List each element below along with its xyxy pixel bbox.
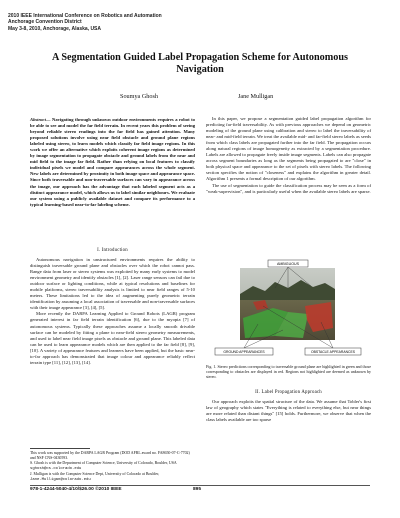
footnotes xyxy=(30,451,195,483)
section-heading: II. Label Propagation Approach xyxy=(255,390,322,395)
left-column xyxy=(30,257,195,366)
paragraph: More recently the DARPA Learning Applied to Ground Robots (LAGR) program generated interest in far field terrain identification [6], due to the myopia [7] of autonomous systems. Typically these approaches assume a locally smooth drivable surface can be modeled by fitting a plane to near-field stereo geometry measurements, and used to label near field image pixels as obstacle and ground plane. This labeled data can be used to learn appearance models which are then applied to the far field [8], [9], [10]. A variety of appearance features and learners have been applied, but the basic near-to-far approach has demonstrated that image colour and appearance reliably reflect terrain type [11], [12], [13], [14]. xyxy=(30,311,195,365)
paragraph: In this paper, we propose a segmentation guided label propagation algorithm for predicting far-field traversability. As with previous approaches we depend on geometric modeling of the ground plane using calibration and stereo to label the traversability of near- and mid-field terrain. We treat the available mid- and far-field stereo labels as seeds from which class labels are propagated further into the far field. The propagation occurs along natural regions of image homogeneity as extracted by a segmentation procedure. Labels are allowed to propagate freely inside image segments. Labels can also propagate across segment boundaries as long as the segments being propagated to are "close" in both physical space and appearance to the set of pixels with stereo labels. The following section specifies the notion of "closeness" and explains the algorithm in greater detail. Algorithm 1 presents a formal description of our algorithm. xyxy=(206,116,371,182)
ambiguous-label: AMBIGUOUS xyxy=(277,262,299,266)
abstract xyxy=(30,117,195,208)
footnote: S. Ghosh is with the Department of Computer Science, University of Colorado, Boulder, USA sghosh@cs.colorado.edu xyxy=(30,461,177,471)
obstacle-appearances-label: OBSTACLE APPEARANCES xyxy=(310,350,356,354)
conference-header xyxy=(8,13,162,32)
paragraph: Our approach exploits the spatial structure of the data. We assume that Tobler's first law of geography which states "Everything is related to everything else, but near things are more related than distant things" [15] holds. Furthermore, we observe that when the class labels available are too sparse xyxy=(206,399,371,423)
abstract-label: Abstract xyxy=(30,117,46,122)
figure-caption: Fig. 1. Stereo predictions corresponding to traversable ground plane are highlighted in green and those corresponding to obstacles are displayed in red. Regions not highlighted are deemed as unknown by stereo. xyxy=(206,364,371,379)
footer-divider xyxy=(30,485,370,486)
author-name: Soumya Ghosh xyxy=(120,93,158,100)
author-name: Jane Mulligan xyxy=(238,93,274,100)
footnote: J. Mulligan is with the Computer Science Dept, University of Colorado at Boulder, Jane.Mulligan@colorado.edu xyxy=(30,472,160,482)
footnote-divider xyxy=(30,448,90,449)
figure-image xyxy=(213,258,363,362)
abstract-text: — Navigating through unknown outdoor environments requires a robot to be able to see and model the far field terrain. In recent years this problem of seeing beyond reliable stereo readings into the far field has gained attention. Many proposed solutions involve using near field obstacle and ground plane regions labeled using stereo, to learn models which classify far field image regions. In this work we offer an alternative which exploits coherent image regions as determined by image segmentation to propagate obstacle and ground labels from the near and mid field to the image far field. Rather than relying on local features to classify individual pixels we model and compare appearances across the whole segment. New labels are determined by proximity in both image space and appearance space. Since both traversable and non-traversable surfaces can vary in appearance across the image, our approach has the advantage that each labeled segment acts as a distinct appearance model, which allows us to label similar neighbours. We evaluate our system using a publicly available dataset and compare its performance to a typical learning-based near-to-far labeling scheme. xyxy=(30,117,195,207)
paper-title: A Segmentation Guided Label Propagation Scheme for Autonomous Navigation xyxy=(52,52,348,76)
conference-name: 2010 IEEE International Conference on Robotics and Automation xyxy=(8,13,162,19)
copyright-line: 978-1-4244-5040-4/10/$26.00 ©2010 IEEE xyxy=(30,487,122,492)
paragraph: Autonomous navigation in unstructured environments requires the ability to distinguish traversable ground plane and obstacles over which the robot cannot pass. Range data from laser or stereo systems was exploited by many early systems to model environment geometry and identify obstacles [1], [2]. Laser range sensors can fail due to outdoor surface or lighting conditions, while at typical resolutions and baselines for mobile platforms, stereo traversability analysis is limited to near field ranges of 5-10 meters. These limitations led to the idea of augmenting purely geometric terrain identification by assuming a local association of traversable and non-traversable surfaces with their image appearance [3], [4], [5]. xyxy=(30,257,195,311)
paragraph: The use of segmentation to guide the classification process may be seen as a form of "weak-supervision", and is particularly useful when the available stereo labels are sparse. xyxy=(206,182,371,194)
author-email: sghosh@cs.colorado.edu xyxy=(30,467,82,471)
section-heading: I. Introduction xyxy=(97,248,128,253)
right-column xyxy=(206,116,371,195)
footnote: This work was supported by the DARPA LAGR Program (DOD AFRL award no. FA8650-07-C-7702) and NSF CNS-0430593. xyxy=(30,451,190,460)
author-email: Jane.Mulligan@colorado.edu xyxy=(30,478,91,482)
right-column-lower xyxy=(206,399,371,423)
page-number: 895 xyxy=(193,487,202,492)
ground-appearances-label: GROUND APPEARANCES xyxy=(223,350,265,354)
figure-1 xyxy=(213,258,363,362)
conference-date: May 3-8, 2010, Anchorage, Alaska, USA xyxy=(8,25,102,32)
conference-venue: Anchorage Convention District xyxy=(8,19,82,26)
